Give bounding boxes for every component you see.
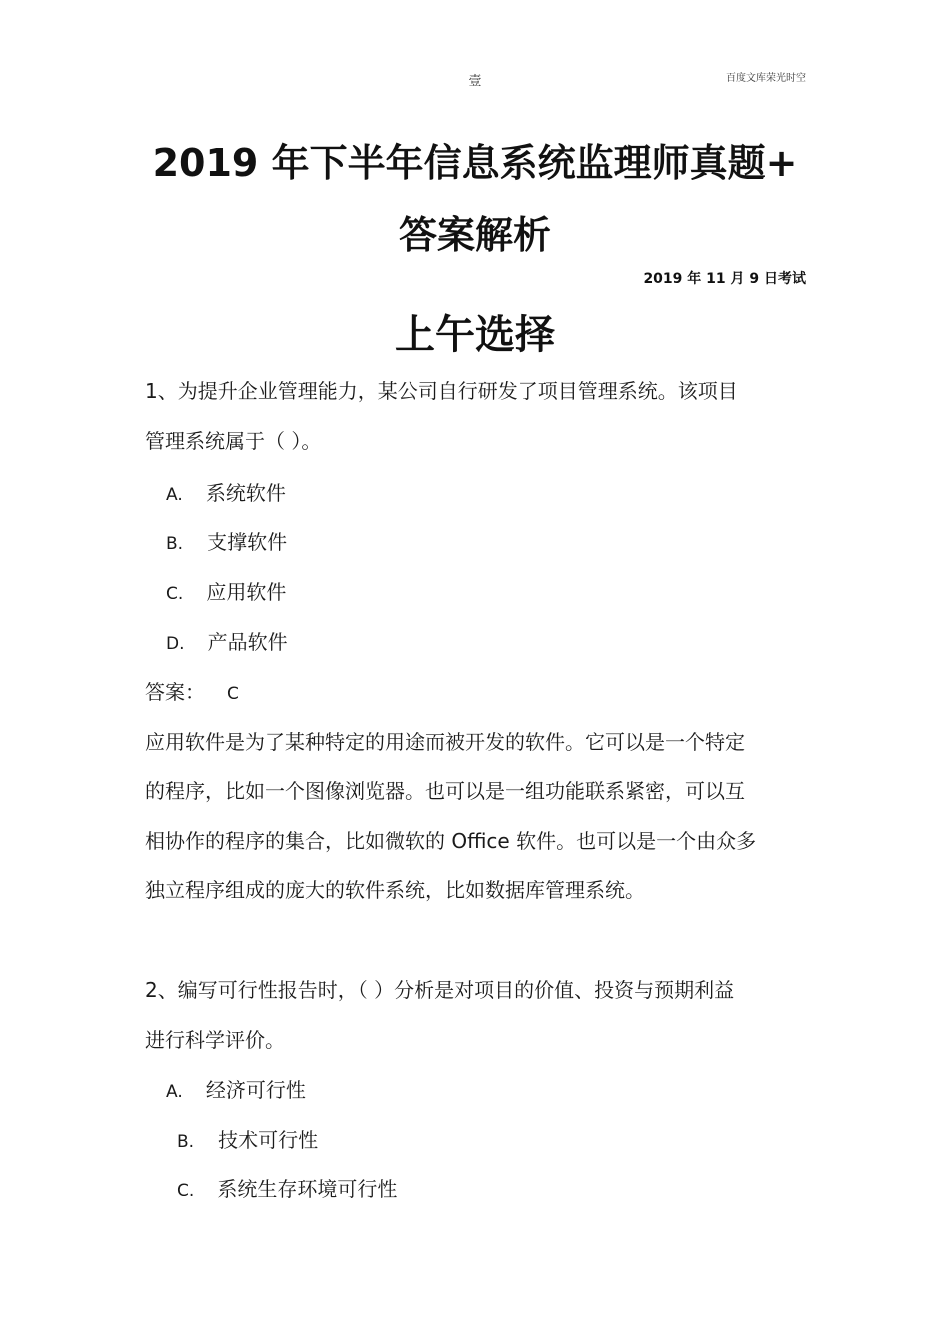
explanation-line: 应用软件是为了某种特定的用途而被开发的软件。它可以是一个特定 bbox=[145, 730, 745, 754]
option-text: 支撑软件 bbox=[207, 530, 288, 554]
question-2-option-b bbox=[177, 1124, 318, 1153]
option-text: 系统生存环境可行性 bbox=[217, 1177, 398, 1201]
document-title-line2: 答案解析 bbox=[398, 213, 551, 257]
document-source: 百度文库荣光时空 bbox=[726, 73, 806, 84]
option-text: 应用软件 bbox=[206, 580, 287, 604]
question-1-stem-line2: 管理系统属于（ ）。 bbox=[145, 429, 322, 453]
question-2-option-c bbox=[177, 1173, 397, 1202]
page-marker: 壹 bbox=[468, 74, 482, 89]
option-text: 系统软件 bbox=[205, 481, 286, 505]
question-2-stem-line2: 进行科学评价。 bbox=[145, 1028, 285, 1052]
question-1-answer bbox=[145, 676, 239, 705]
option-letter: A. bbox=[166, 1082, 183, 1102]
option-letter: B. bbox=[166, 534, 184, 554]
answer-label: 答案： bbox=[145, 680, 205, 704]
question-1-option-c bbox=[166, 576, 286, 605]
explanation-line: 独立程序组成的庞大的软件系统，比如数据库管理系统。 bbox=[145, 878, 645, 902]
option-text: 经济可行性 bbox=[205, 1078, 306, 1102]
question-1-stem-line1: 1、为提升企业管理能力，某公司自行研发了项目管理系统。该项目 bbox=[145, 379, 738, 403]
explanation-line: 的程序，比如一个图像浏览器。也可以是一组功能联系紧密，可以互 bbox=[145, 779, 745, 803]
exam-date: 2019 年 11 月 9 日考试 bbox=[643, 271, 806, 287]
question-1-option-a bbox=[166, 477, 286, 506]
option-letter: C. bbox=[166, 584, 184, 604]
option-text: 技术可行性 bbox=[218, 1128, 319, 1152]
question-2-stem-line1: 2、编写可行性报告时，（ ）分析是对项目的价值、投资与预期利益 bbox=[145, 978, 735, 1002]
question-1-option-d bbox=[166, 626, 288, 655]
answer-value: C bbox=[227, 684, 239, 704]
option-letter: D. bbox=[166, 634, 185, 654]
document-title-line1: 2019 年下半年信息系统监理师真题+ bbox=[152, 141, 798, 185]
question-1-option-b bbox=[166, 526, 287, 555]
option-letter: A. bbox=[166, 485, 183, 505]
explanation-line: 相协作的程序的集合，比如微软的 Office 软件。也可以是一个由众多 bbox=[145, 829, 757, 853]
option-letter: B. bbox=[177, 1132, 195, 1152]
option-letter: C. bbox=[177, 1181, 195, 1201]
option-text: 产品软件 bbox=[207, 630, 288, 654]
question-2-option-a bbox=[166, 1074, 306, 1103]
section-title: 上午选择 bbox=[395, 312, 555, 358]
